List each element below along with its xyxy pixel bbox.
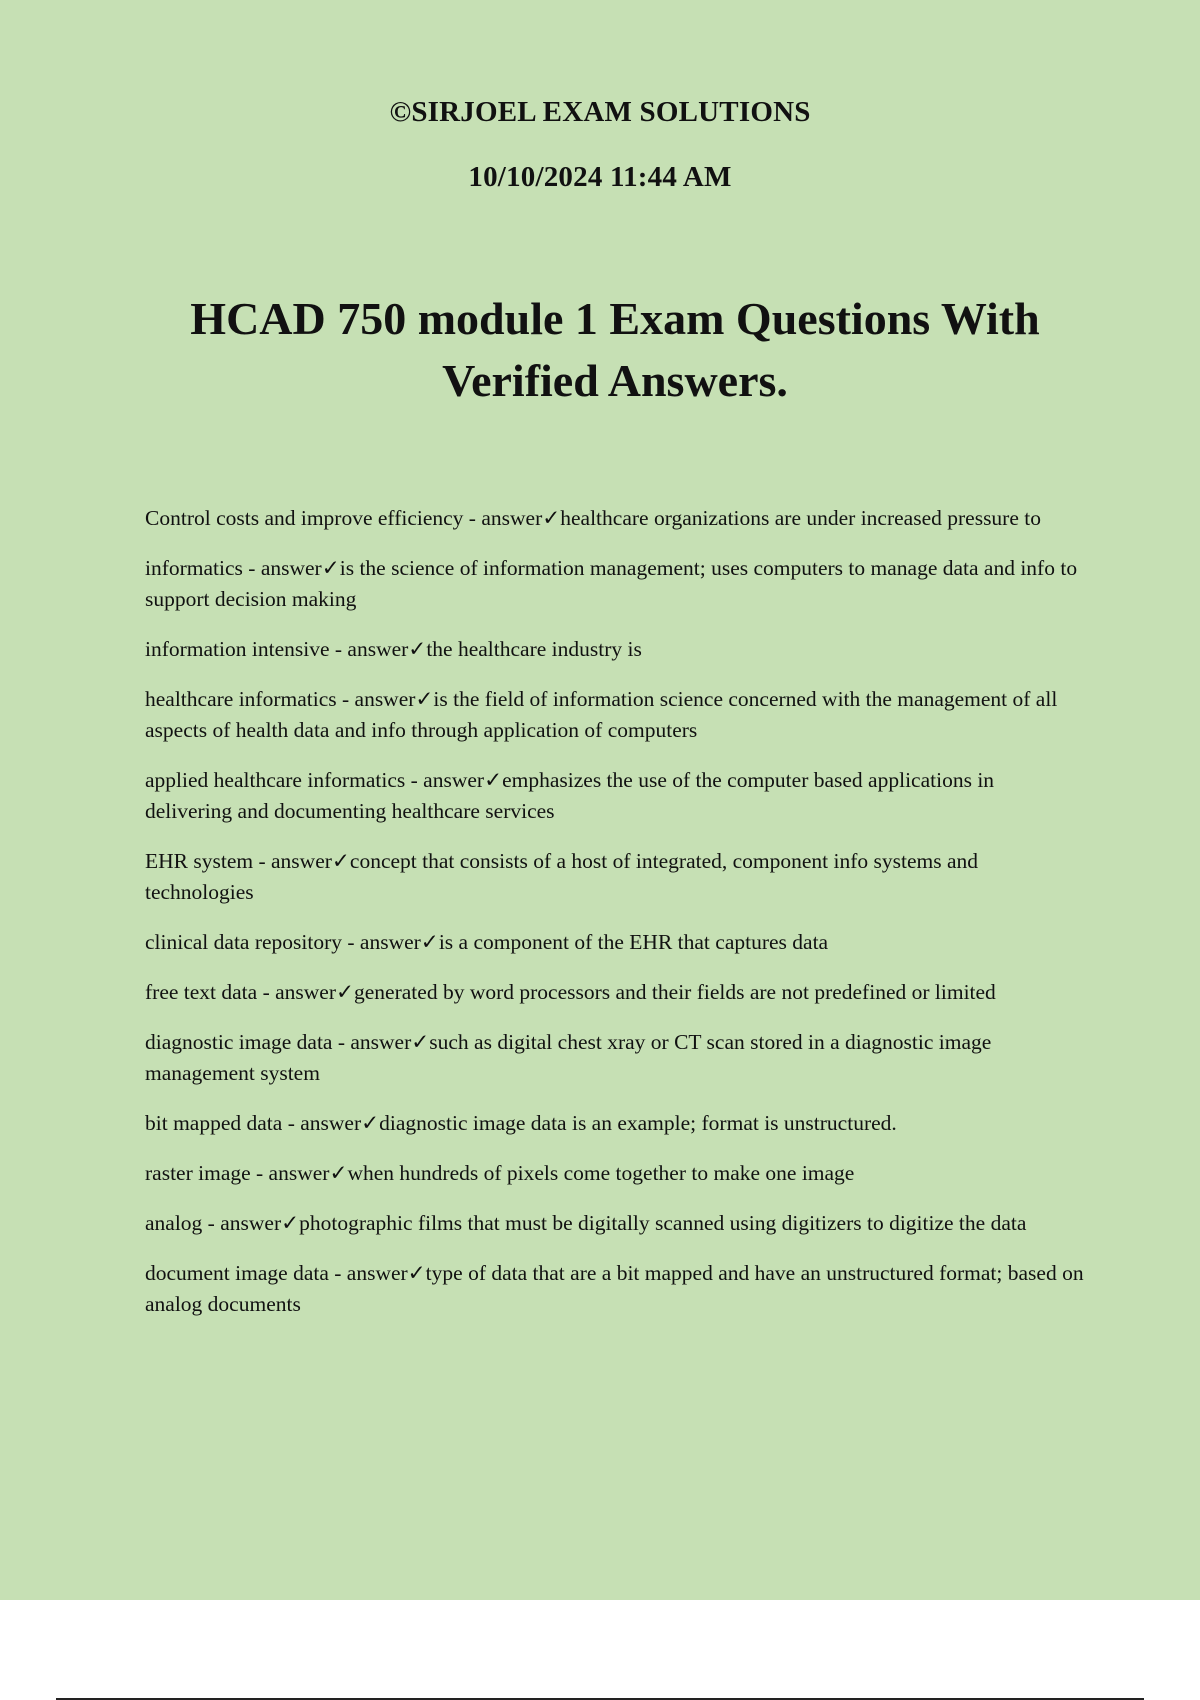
document-title: HCAD 750 module 1 Exam Questions With Verified Answers. — [190, 293, 1040, 406]
qa-item: analog - answer✓photographic films that must be digitally scanned using digitizers to digitize the data — [145, 1211, 1027, 1235]
qa-list — [145, 503, 1085, 1339]
qa-item: applied healthcare informatics - answer✓emphasizes the use of the computer based applications in delivering and documenting healthcare services — [145, 768, 995, 823]
qa-item: EHR system - answer✓concept that consists of a host of integrated, component info systems and technologies — [145, 849, 979, 904]
qa-item: document image data - answer✓type of data that are a bit mapped and have an unstructured format; based on analog documents — [145, 1261, 1084, 1316]
qa-item: informatics - answer✓is the science of information management; uses computers to manage data and info to support decision making — [145, 556, 1078, 611]
qa-item: information intensive - answer✓the healthcare industry is — [145, 637, 642, 661]
qa-item: raster image - answer✓when hundreds of pixels come together to make one image — [145, 1161, 855, 1185]
qa-item: healthcare informatics - answer✓is the field of information science concerned with the management of all aspects of health data and info through application of computers — [145, 687, 1058, 742]
qa-item: Control costs and improve efficiency - answer✓healthcare organizations are under increased pressure to — [145, 506, 1041, 530]
brand-header: ©SIRJOEL EXAM SOLUTIONS — [389, 96, 811, 128]
qa-item: diagnostic image data - answer✓such as digital chest xray or CT scan stored in a diagnostic image management system — [145, 1030, 992, 1085]
qa-item: free text data - answer✓generated by word processors and their fields are not predefined or limited — [145, 980, 996, 1004]
qa-item: clinical data repository - answer✓is a component of the EHR that captures data — [145, 930, 829, 954]
timestamp: 10/10/2024 11:44 AM — [468, 161, 732, 193]
qa-item: bit mapped data - answer✓diagnostic image data is an example; format is unstructured. — [145, 1111, 897, 1135]
